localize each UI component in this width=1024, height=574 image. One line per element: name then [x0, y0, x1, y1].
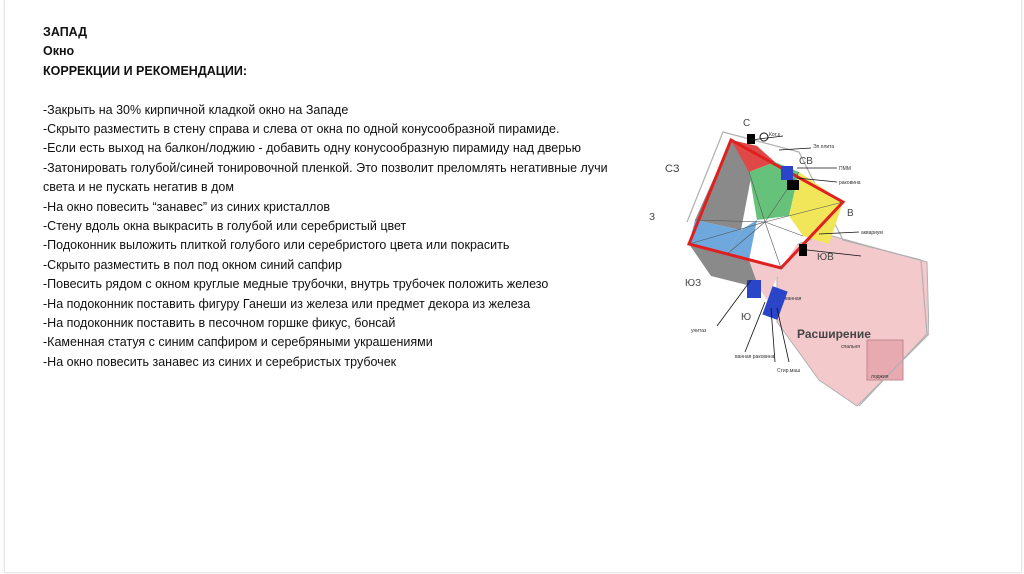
callout-vannaya-rakovina: ванная раковина: [735, 354, 775, 360]
recommendation-item: -Повесить рядом с окном круглые медные трубочки, внутрь трубочек положить железо: [43, 277, 549, 292]
direction-e: В: [847, 208, 854, 219]
callout-unitaz: унитаз: [691, 328, 707, 334]
room-label: Расширение: [797, 327, 871, 341]
callout-stir-mash: Стир.маш: [777, 368, 801, 374]
recommendation-item: -Стену вдоль окна выкрасить в голубой или серебристый цвет: [43, 219, 407, 234]
recommendation-item: -Если есть выход на балкон/лоджию - добавить одну конусообразную пирамиду над дверью: [43, 141, 582, 156]
section-heading: КОРРЕКЦИИ И РЕКОМЕНДАЦИИ:: [43, 63, 248, 78]
recommendation-item: -Скрыто разместить в стену справа и слева от окна по одной конусообразной пирамиде.: [43, 122, 560, 137]
spacer: [43, 81, 613, 100]
direction-s: Ю: [741, 312, 752, 323]
floor-plan-image: [631, 112, 929, 408]
recommendation-item: -Скрыто разместить в пол под окном синий сапфир: [43, 257, 342, 272]
recommendation-item: -Каменная статуя с синим сапфиром и серебряными украшениями: [43, 335, 433, 350]
callout-akvarium: аквариум: [861, 230, 883, 236]
direction-nw: СЗ: [665, 163, 680, 175]
recommendation-item: -Закрыть на 30% кирпичной кладкой окно на Западе: [43, 102, 349, 117]
direction-w: З: [649, 212, 656, 223]
direction-se: ЮВ: [817, 252, 834, 263]
recommendation-item: -Затонировать голубой/синей тонировочной пленкой. Это позволит преломлять негативные лучи света и не пускать негатив в дом: [43, 160, 608, 195]
recommendation-item: -На подоконник поставить в песочном горшке фикус, бонсай: [43, 316, 396, 331]
callout-rakovina: раковина: [839, 180, 861, 186]
callout-pmm: ПММ: [839, 166, 851, 172]
recommendation-item: -На окно повесить занавес из синих и серебристых трубочек: [43, 354, 397, 369]
callout-kotel: Кот.к: [769, 132, 780, 138]
slide-subtitle: Окно: [43, 44, 75, 59]
callout-lodzhia: лоджия: [871, 374, 889, 380]
direction-sw: ЮЗ: [685, 278, 702, 289]
recommendation-item: -Подоконник выложить плиткой голубого или серебристого цвета или покрасить: [43, 238, 510, 253]
callout-plita: Эл.плита: [813, 144, 835, 150]
extension-room: [777, 234, 929, 406]
floor-plan-svg: [631, 112, 929, 408]
direction-ne: СВ: [799, 156, 813, 167]
slide-title: ЗАПАД: [43, 25, 88, 39]
recommendation-item: -На окно повесить “занавес” из синих кристаллов: [43, 199, 331, 214]
recommendation-item: -На подоконник поставить фигуру Ганеши из железа или предмет декора из железа: [43, 296, 531, 311]
text-block: [43, 23, 613, 372]
direction-n: С: [743, 118, 751, 129]
slide: [4, 0, 1022, 573]
callout-vannaya: ванная: [785, 296, 802, 302]
room-sublabel: спальня: [841, 344, 860, 350]
